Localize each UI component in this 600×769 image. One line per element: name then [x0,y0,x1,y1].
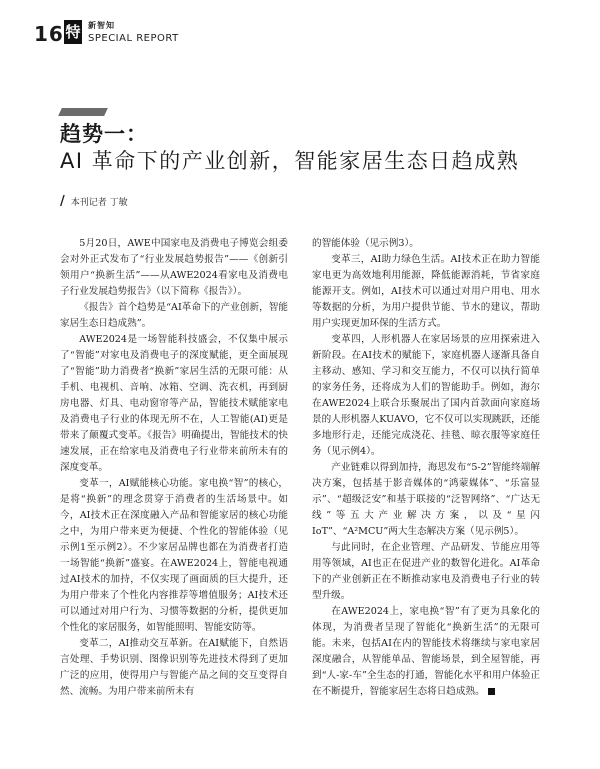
body-paragraph: 的智能体验（见示例3）。 [312,238,419,249]
body-paragraph: 变革二，AI推动交互革新。在AI赋能下，自然语言处理、手势识别、图像识别等先进技术得到了更加广泛的应用，使得用户与智能产品之间的交互变得自然、流畅。为用户带来前所未有 [60,638,288,697]
body-paragraph-text: 在AWE2024上，家电换“智”有了更为具象化的体现，为消费者呈现了智能化“换新生活”的无限可能。未来，包括AI在内的智能技术将继续与家电家居深度融合，从智能单品、智能场景，到全屋智能，再到“人-家-车”全生态的打通，智能化水平和用户体验正在不断提升，智能家居生态将日趋成熟。 [312,606,540,697]
byline [60,194,128,209]
body-paragraph: 产业链难以得到加持，海思发布“5-2”智能终端解决方案，包括基于影音媒体的“鸿蒙媒体”、“乐富显示”、“超级泛安”和基于联接的“泛智网络”、“广达无线”等五大产业解决方案，以及“星闪IoT”、“A²MCU”两大生态解决方案（见示例5）。 [312,462,540,537]
body-paragraph: 《报告》首个趋势是“AI革命下的产业创新，智能家居生态日趋成熟”。 [60,302,288,329]
body-paragraph: AWE2024是一场智能科技盛会，不仅集中展示了“智能”对家电及消费电子的深度赋能，更全面展现了“智能”助力消费者“换新”家居生活的无限可能：从手机、电视机、音响、冰箱、空调、洗衣机，再到厨房电器、灯具、电动窗帘等产品，智能技术赋能家电及消费电子行业的体现无所不在，人工智能(AI)更是带来了颠覆式变革。《报告》明确提出，智能技术的快速发展，正在给家电及消费电子行业带来前所未有的深度变革。 [60,334,288,473]
body-paragraph: 5月20日，AWE中国家电及消费电子博览会组委会对外正式发布了“行业发展趋势报告”——《创新引领用户“换新生活”——从AWE2024看家电及消费电子行业发展趋势报告》（以下简称《报告》）。 [60,238,288,297]
body-paragraph: 变革一，AI赋能核心功能。家电换“智”的核心，是将“换新”的理念贯穿于消费者的生活场景中。如今，AI技术正在深度融入产品和智能家居的核心功能之中，为用户带来更为便捷、个性化的智能体验（见示例1至示例2）。不少家居品牌也都在为消费者打造一场智能“换新”盛宴。在AWE2024上，智能电视通过AI技术的加持，不仅实现了画面质的巨大提升，还为用户带来了个性化内容推荐等增值服务；AI技术还可以通过对用户行为、习惯等数据的分析，提供更加个性化的家居服务，如智能照明、智能安防等。 [60,478,288,633]
byline-slash-icon: / [60,194,65,209]
title-decoration [60,104,106,118]
section-name-cn: 新智知 [88,21,115,30]
end-mark-icon [488,688,495,695]
page-header [34,14,574,54]
body-column-left [60,236,288,700]
body-paragraph-last [312,604,540,700]
article-title-line2: AI 革命下的产业创新，智能家居生态日趋成熟 [60,149,520,173]
article-title-line1: 趋势一： [60,122,148,146]
magazine-logo-icon: 特 [64,20,82,44]
body-column-right [312,236,540,700]
body-paragraph: 变革四，人形机器人在家居场景的应用探索进入新阶段。在AI技术的赋能下，家庭机器人逐渐具备自主移动、感知、学习和交互能力，不仅可以执行简单的家务任务，还将成为人们的智能助手。例如，海尔在AWE2024上联合乐聚展出了国内首款面向家庭场景的人形机器人KUAVO，它不仅可以实现跳跃，还能多地形行走，还能完成浇花、挂毯、晾衣服等家庭任务（见示例4）。 [312,334,540,457]
body-paragraph: 与此同时，在企业管理、产品研发、节能应用等用等领域，AI也正在促进产业的数智化进化。AI革命下的产业创新正在不断推动家电及消费电子行业的转型升级。 [312,542,540,601]
page-number: 16 [34,22,64,46]
section-name-en: SPECIAL REPORT [88,33,179,44]
byline-text: 本刊记者 丁敏 [70,198,128,208]
body-paragraph: 变革三，AI助力绿色生活。AI技术正在助力智能家电更为高效地利用能源，降低能源消耗，节省家庭能源开支。例如，AI技术可以通过对用户用电、用水等数据的分析，为用户提供节能、节水的建议，帮助用户实现更加环保的生活方式。 [312,254,540,329]
